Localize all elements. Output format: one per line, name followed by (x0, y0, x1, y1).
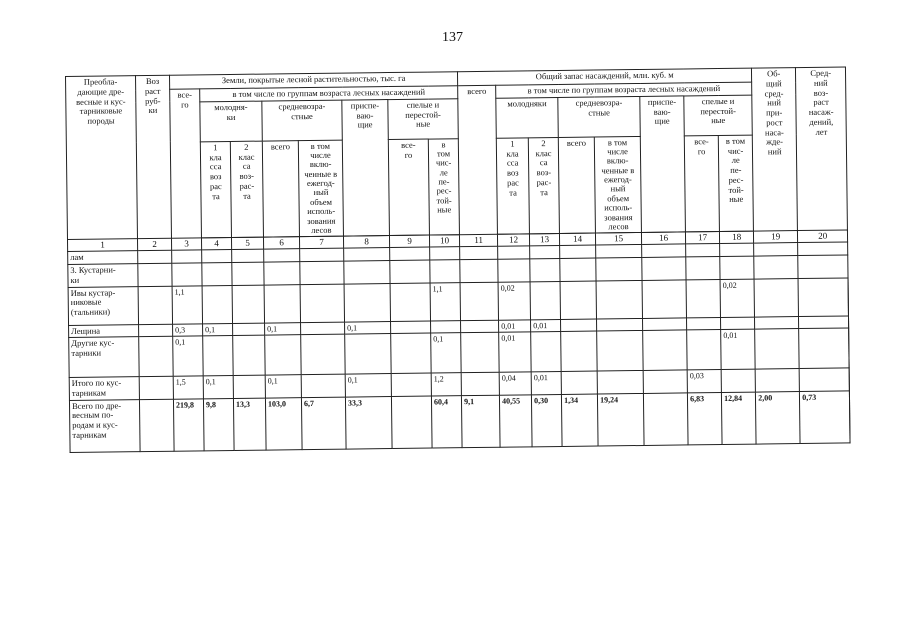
table-cell (642, 244, 686, 257)
table-cell (644, 392, 689, 445)
table-cell (232, 285, 264, 323)
table-cell (202, 285, 232, 323)
table-cell: 0,02 (498, 281, 530, 319)
table-cell (755, 369, 799, 392)
table-cell (300, 261, 344, 284)
table-cell (233, 335, 265, 375)
colnum: 12 (498, 234, 530, 246)
header-incl-overmature-stock: в том чис- ле пе- рес- той- ные (718, 135, 753, 232)
table-cell: 0,30 (532, 394, 563, 446)
table-cell (530, 246, 560, 259)
table-cell (754, 256, 798, 279)
table-cell: 0,1 (345, 321, 391, 334)
table-cell (430, 260, 460, 283)
colnum: 7 (299, 236, 343, 249)
header-middle-total-stock: всего (558, 137, 595, 234)
header-maturing: приспе- ваю- щие (342, 99, 390, 236)
table-cell: 0,1 (431, 333, 462, 373)
header-young-stock: молодняки (496, 97, 558, 138)
table-cell: 0,01 (499, 319, 531, 332)
colnum: 6 (263, 237, 299, 249)
table-cell (642, 279, 686, 318)
header-mature-total: все- го (388, 139, 429, 236)
page-number: 137 (442, 30, 463, 45)
table-cell (597, 370, 643, 393)
table-cell: 6,83 (688, 392, 723, 444)
table-cell (233, 375, 265, 398)
table-cell (686, 256, 720, 279)
colnum: 17 (686, 232, 720, 244)
table-cell: 1,1 (430, 282, 461, 320)
table-cell (561, 371, 597, 394)
table-cell: 13,3 (233, 398, 266, 450)
table-cell (560, 258, 596, 281)
header-avg-age: Сред- ний воз- раст насаж- дений, лет (796, 67, 848, 231)
header-total-stock: всего (458, 85, 498, 235)
table-cell: 0,03 (687, 370, 721, 393)
colnum: 10 (429, 235, 459, 247)
header-middle-aged-stock: средневозра- стные (558, 96, 640, 137)
table-cell: 1,5 (173, 376, 203, 399)
table-cell (642, 257, 686, 280)
table-cell (344, 248, 390, 261)
forest-stats-table (65, 66, 851, 452)
header-forest-land-area: Земли, покрытые лесной растительностью, тыс. га (169, 72, 457, 90)
colnum: 11 (460, 234, 498, 246)
row-label: Ивы кустар- никовые (тальники) (68, 286, 138, 325)
table-cell (799, 368, 849, 391)
table-cell (721, 369, 755, 392)
table-cell: 219,8 (173, 398, 204, 450)
table-cell (643, 330, 687, 370)
colnum: 16 (642, 232, 686, 245)
table-cell: 9,8 (203, 398, 234, 450)
table-cell (530, 281, 560, 319)
header-species: Преобла- дающие дре- весные и кус- тарниковые породы (66, 76, 138, 240)
table-cell: 0,01 (721, 329, 756, 369)
table-cell: 12,84 (722, 392, 757, 444)
table-cell (232, 262, 264, 285)
table-cell (265, 335, 301, 375)
table-cell (461, 320, 499, 333)
table-cell (391, 373, 431, 396)
header-age-group: Воз раст руб- ки (136, 75, 172, 239)
table-cell (596, 280, 642, 319)
header-incl-cut-stock: в том числе вклю- ченные в ежегод- ный объем исполь- зования лесов (594, 136, 641, 233)
table-row (69, 390, 850, 452)
table-cell: 0,3 (173, 323, 203, 336)
colnum: 14 (560, 233, 596, 245)
table-cell: 1,34 (562, 394, 599, 446)
table-cell (798, 255, 848, 278)
table-cell (460, 282, 498, 320)
row-label: Лещина (69, 324, 139, 338)
table-cell: 33,3 (345, 396, 392, 449)
table-cell: 0,1 (345, 374, 391, 397)
colnum: 20 (798, 230, 848, 243)
table-cell (390, 260, 430, 283)
header-class2-stock: 2 клас са воз- рас- та (528, 137, 559, 234)
table-cell (798, 242, 848, 255)
header-class1-stock: 1 кла сса воз рас та (496, 138, 529, 235)
header-middle-aged: средневозра- стные (262, 100, 342, 141)
table-cell: 9,1 (462, 395, 501, 447)
table-cell (390, 283, 430, 321)
table-cell: 0,1 (203, 323, 233, 336)
table-cell (139, 376, 173, 399)
header-incl-cut: в том числе вклю- ченные в ежегод- ный объем исполь- зования лесов (298, 140, 343, 237)
row-label: Другие кус- тарники (69, 337, 139, 378)
header-class1: 1 кла сса воз рас та (200, 141, 231, 238)
table-cell (460, 259, 498, 282)
table-cell (460, 246, 498, 259)
table-cell (203, 336, 233, 376)
table-cell: 0,04 (499, 372, 531, 395)
table-cell (300, 284, 344, 323)
table-cell (461, 332, 499, 372)
colnum: 2 (137, 238, 171, 250)
table-cell (301, 334, 345, 374)
table-cell: 1,1 (172, 285, 202, 323)
table-cell (138, 263, 172, 286)
table-cell: 0,02 (720, 279, 755, 317)
table-body (68, 242, 851, 452)
table-cell (345, 334, 391, 374)
table-cell (498, 246, 530, 259)
table-cell (391, 333, 431, 373)
table-cell (344, 261, 390, 284)
table-cell: 19,24 (598, 393, 645, 446)
table-cell (597, 331, 643, 371)
header-maturing-stock: приспе- ваю- щие (640, 96, 686, 233)
table-cell (720, 243, 754, 256)
table-cell (139, 324, 173, 337)
table-cell (721, 317, 755, 330)
table-cell (264, 249, 300, 262)
table-cell (172, 250, 202, 263)
table-cell (561, 331, 597, 371)
table-cell (755, 316, 799, 329)
table-cell (138, 250, 172, 263)
header-total-growth: Об- щий сред- ний при- рост наса- жде- ний (752, 68, 798, 232)
table-cell (431, 320, 461, 333)
table-cell (799, 328, 849, 368)
table-cell (755, 329, 799, 369)
header-growing-stock: Общий запас насаждений, млн. куб. м (458, 68, 752, 86)
table-cell (687, 317, 721, 330)
table-cell (596, 245, 642, 258)
header-by-age-groups: в том числе по группам возраста лесных насаждений (200, 86, 458, 102)
table-cell: 0,1 (265, 322, 301, 335)
table-cell: 40,55 (500, 394, 533, 446)
header-middle-total: всего (262, 140, 299, 237)
row-label: Итого по кус- тарникам (69, 377, 139, 400)
table-cell (301, 374, 345, 397)
table-cell (202, 250, 232, 263)
colnum: 15 (596, 233, 642, 246)
table-cell (390, 247, 430, 260)
table-cell (139, 399, 174, 451)
table-cell (560, 245, 596, 258)
table-cell (686, 244, 720, 257)
table-cell (687, 330, 721, 370)
header-class2: 2 клас са воз- рас- та (230, 141, 263, 238)
table-cell (754, 278, 798, 317)
table-cell: 6,7 (301, 397, 346, 450)
table-cell (799, 315, 849, 328)
table-cell (391, 321, 431, 334)
table-cell (430, 247, 460, 260)
table-cell: 0,01 (531, 371, 561, 394)
colnum: 18 (720, 231, 754, 243)
row-label: 3. Кустарни- ки (68, 264, 138, 287)
table-cell (597, 318, 643, 331)
colnum: 1 (67, 239, 137, 252)
colnum: 13 (530, 234, 560, 246)
table-cell (138, 286, 172, 324)
table-cell (530, 258, 560, 281)
header-mature-over-stock: спелые и перестой- ные (684, 95, 753, 136)
table-cell (754, 243, 798, 256)
table-cell: 0,1 (173, 336, 203, 376)
table-cell (301, 322, 345, 335)
header-mature-total-stock: все- го (684, 135, 719, 232)
header-mature-over: спелые и перестой- ные (388, 98, 459, 139)
table-cell (643, 370, 687, 393)
table-cell: 60,4 (431, 395, 462, 447)
header-young: молодня- ки (200, 101, 262, 142)
colnum: 8 (343, 236, 389, 249)
colnum: 9 (389, 235, 429, 247)
header-by-age-groups-stock: в том числе по группам возраста лесных насаждений (496, 82, 752, 98)
colnum: 19 (754, 231, 798, 244)
table-cell (596, 257, 642, 280)
table-cell (264, 284, 300, 322)
table-cell (461, 372, 499, 395)
table-cell (798, 277, 848, 316)
table-cell (643, 317, 687, 330)
table-cell (264, 262, 300, 285)
table-cell (531, 332, 561, 372)
table-cell (202, 262, 232, 285)
row-label: Всего по дре- весным по- родам и кус- тарникам (69, 399, 140, 452)
table-cell (233, 323, 265, 336)
table-cell (498, 259, 530, 282)
colnum: 5 (231, 237, 263, 249)
table-cell (391, 396, 432, 448)
table-cell (300, 248, 344, 261)
table-cell (560, 281, 596, 319)
table-cell (172, 263, 202, 286)
table-cell: 2,00 (756, 391, 801, 444)
table-cell (686, 279, 720, 317)
table-cell: 0,01 (499, 332, 531, 372)
header-incl-overmature: в том чис- ле пе- рес- той- ные (428, 138, 459, 235)
table-cell (344, 283, 390, 322)
table-cell: 0,1 (265, 375, 301, 398)
table-cell (232, 249, 264, 262)
row-label: лам (68, 251, 138, 265)
table-cell (720, 256, 754, 279)
colnum: 3 (171, 238, 201, 250)
table-cell: 0,01 (531, 319, 561, 332)
table-cell (139, 336, 173, 376)
table-cell: 103,0 (265, 397, 302, 449)
table-cell (561, 319, 597, 332)
header-total-area: все- го (170, 89, 202, 239)
table-cell: 0,73 (800, 390, 851, 443)
table-cell: 0,1 (203, 375, 233, 398)
colnum: 4 (201, 238, 231, 250)
scanned-table-page (65, 66, 850, 468)
table-cell: 1,2 (431, 373, 461, 396)
